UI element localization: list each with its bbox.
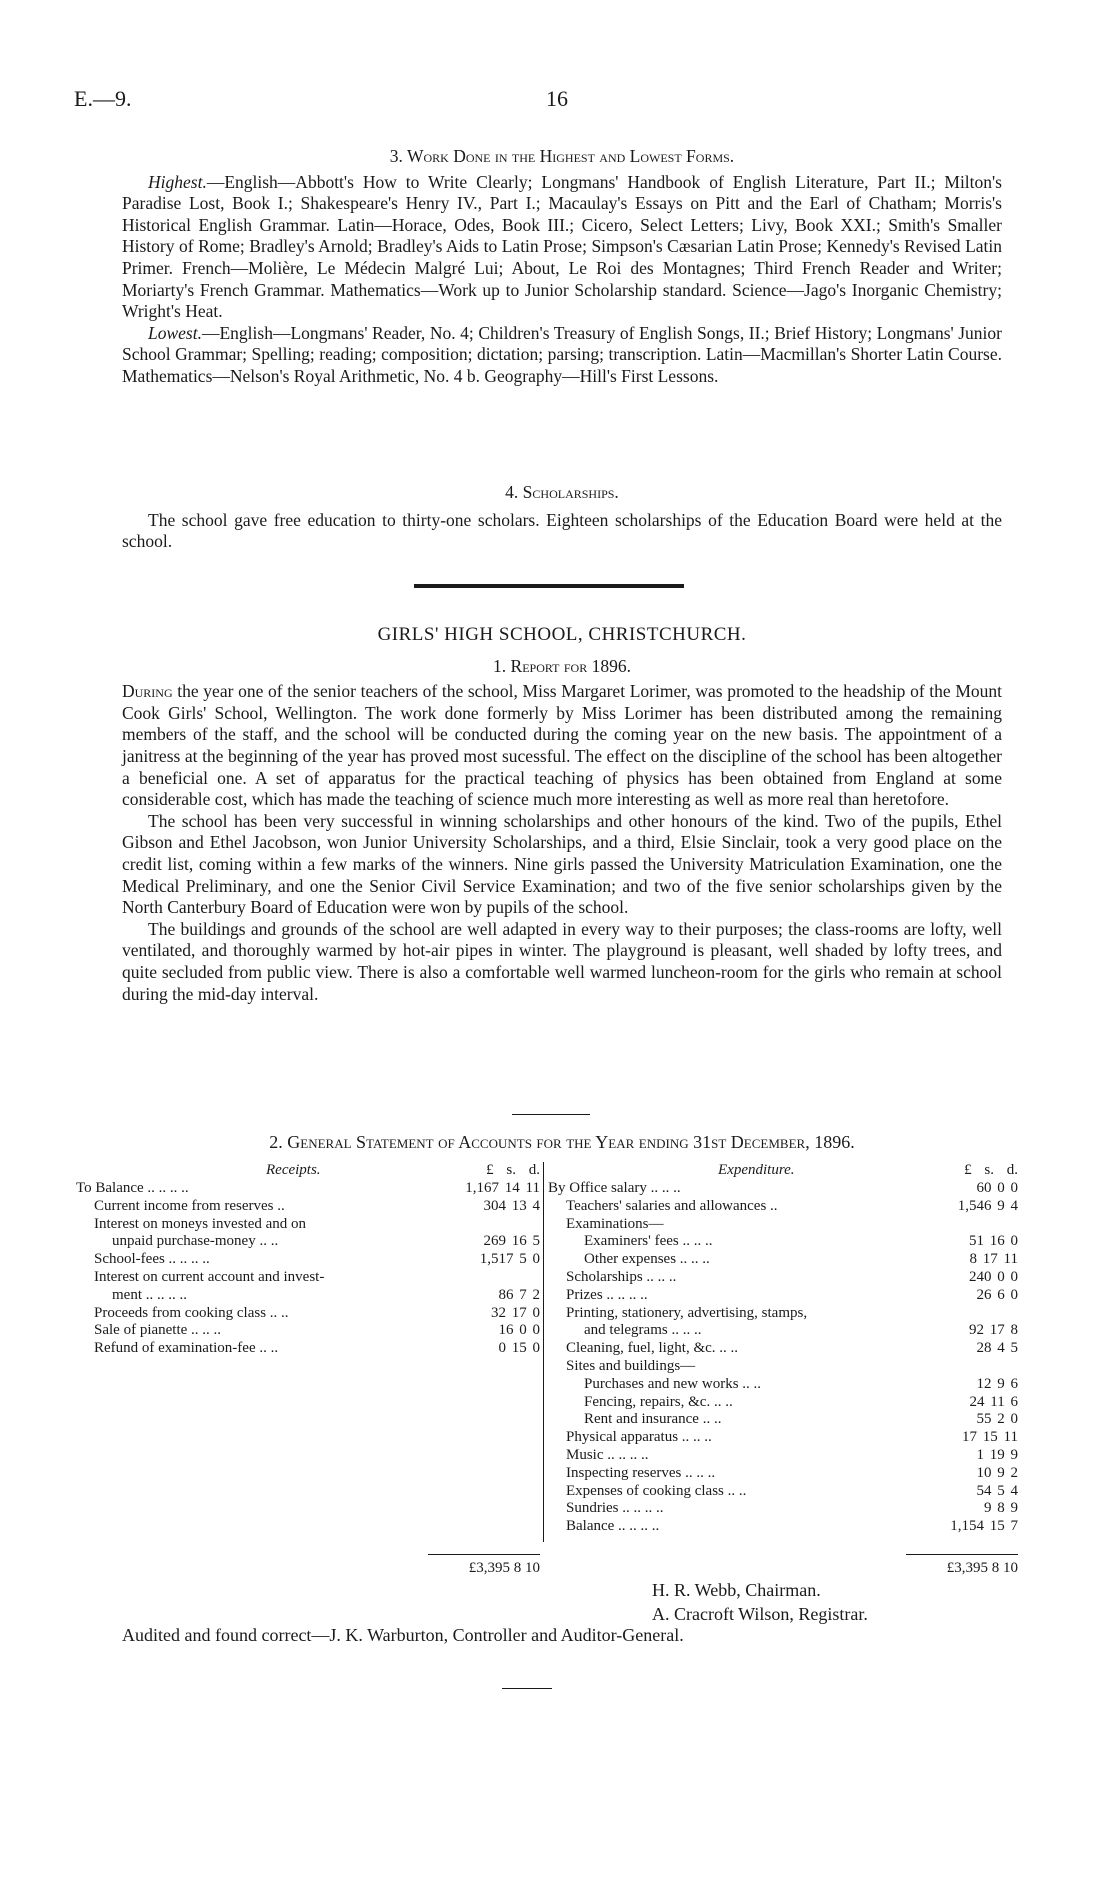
receipts-item-amount: 32 17 0 [491,1304,540,1321]
expenditure-item-label: Music .. .. .. .. [566,1446,649,1463]
receipts-item-label: Refund of examination-fee .. .. [94,1340,279,1357]
receipts-row [76,1251,540,1269]
section-scholarships [122,482,1002,553]
paragraph-report-3: The buildings and grounds of the school are well adapted in every way to their purposes; the class-rooms are lofty, well ventilated, and thoroughly warmed by hot-air pipes in winter. The playground is pleasant, well shaded by lofty trees, and quite secluded from public view. There is also a comfortable well warmed luncheon-room for the girls who remain at school during the mid-day interval. [122,918,1002,1004]
expenditure-item-label: Expenses of cooking class .. .. [566,1482,747,1499]
receipts-item-label: Interest on current account and invest- [94,1268,325,1285]
expenditure-item-amount: 1 19 9 [976,1446,1018,1463]
expenditure-total: £3,395 8 10 [946,1560,1018,1576]
expenditure-row [548,1394,1018,1412]
expenditure-item-label: and telegrams .. .. .. [584,1322,702,1339]
page-header [74,86,1040,116]
expenditure-header [548,1162,1018,1180]
receipts-row [76,1180,540,1198]
expenditure-item-amount: 10 9 2 [976,1464,1018,1481]
expenditure-item-label: Examiners' fees .. .. .. [584,1233,713,1250]
page-number: 16 [546,86,568,111]
section-girls-high-school [122,624,1002,1005]
expenditure-row [548,1500,1018,1518]
receipts-row [76,1269,540,1287]
receipts-item-amount: 0 15 0 [498,1340,540,1357]
receipts-row [76,1198,540,1216]
expenditure-row [548,1447,1018,1465]
expenditure-item-label: Cleaning, fuel, light, &c. .. .. [566,1340,739,1357]
expenditure-item-amount: 28 4 5 [976,1340,1018,1357]
receipts-item-amount: 269 16 5 [483,1233,540,1250]
accounts-title: 2. General Statement of Accounts for the Year ending 31st December, 1896. [269,1132,855,1152]
expenditure-row [548,1340,1018,1358]
expenditure-row [548,1376,1018,1394]
expenditure-item-amount: 60 0 0 [976,1180,1018,1196]
receipts-row [76,1305,540,1323]
expenditure-row [548,1429,1018,1447]
report-title: 1. Report for 1896. [493,655,631,676]
chairman-signature: H. R. Webb, Chairman. [652,1580,821,1600]
receipts-row [76,1216,540,1234]
section-title-scholarships: 4. Scholarships. [505,482,619,502]
expenditure-item-label: Scholarships .. .. .. [566,1268,677,1285]
lowest-text: —English—Longmans' Reader, No. 4; Children's Treasury of English Songs, II.; Brief History; Longmans' Junior School Grammar; Spelling; reading; composition; dictation; parsing; transcription. Latin—Macmillan's Shorter Latin Course. Mathematics—Nelson's Royal Arithmetic, No. 4 b. Geography—Hill's First Lessons. [122,322,1002,386]
paragraph-highest-form [122,172,1002,323]
expenditure-row [548,1358,1018,1376]
receipts-item-label: School-fees .. .. .. .. [94,1251,210,1268]
school-title: GIRLS' HIGH SCHOOL, CHRISTCHURCH. [377,624,747,645]
expenditure-row [548,1411,1018,1429]
receipts-column [76,1162,540,1576]
report-1-text: the year one of the senior teachers of the school, Miss Margaret Lorimer, was promoted to the headship of the Mount Cook Girls' School, Wellington. The work done formerly by Miss Lorimer has been distributed among the remaining members of the staff, and the school will be conducted during the coming year on the new basis. The appointment of a janitress at the beginning of the year has proved most sucessful. The effect on the discipline of the school has been altogether a beneficial one. A set of apparatus for the practical teaching of physics has been obtained from England at some considerable cost, which has made the teaching of science much more interesting as well as more real than heretofore. [122,681,1002,810]
expenditure-item-label: Sites and buildings— [566,1357,696,1374]
short-divider [512,1114,590,1115]
expenditure-column [548,1162,1018,1576]
expenditure-item-amount: 55 2 0 [976,1411,1018,1428]
expenditure-row [548,1180,1018,1198]
expenditure-item-label: Sundries .. .. .. .. [566,1500,664,1517]
receipts-heading: Receipts. [266,1162,321,1178]
receipts-total-rule [428,1554,540,1555]
section-divider [414,584,684,588]
expenditure-item-label: By Office salary .. .. .. [548,1180,681,1196]
paragraph-lowest-form [122,323,1002,388]
parliamentary-paper-ref: E.—9. [74,86,132,111]
receipts-item-label: unpaid purchase-money .. .. [112,1233,279,1250]
expenditure-item-amount: 51 16 0 [969,1233,1018,1250]
expenditure-item-amount: 12 9 6 [976,1375,1018,1392]
receipts-item-amount: 1,167 14 11 [465,1180,540,1196]
receipts-item-amount: 1,517 5 0 [479,1251,540,1268]
expenditure-item-label: Other expenses .. .. .. [584,1251,710,1268]
expenditure-item-amount: 26 6 0 [976,1286,1018,1303]
expenditure-item-label: Examinations— [566,1215,664,1232]
expenditure-item-amount: 9 8 9 [984,1500,1018,1517]
expenditure-item-label: Printing, stationery, advertising, stamps, [566,1304,808,1321]
receipts-row [76,1233,540,1251]
highest-label: Highest. [148,171,207,192]
expenditure-row [548,1305,1018,1323]
expenditure-total-rule [906,1554,1018,1555]
paragraph-scholarships: The school gave free education to thirty-one scholars. Eighteen scholarships of the Education Board were held at the school. [122,509,1002,552]
expenditure-item-amount: 8 17 11 [969,1251,1018,1268]
expenditure-item-amount: 240 0 0 [969,1268,1018,1285]
receipts-item-label: ment .. .. .. .. [112,1286,187,1303]
expenditure-row [548,1465,1018,1483]
expenditure-units: £ s. d. [964,1162,1018,1178]
signature-block [652,1578,868,1626]
expenditure-item-label: Rent and insurance .. .. [584,1411,722,1428]
receipts-rows [76,1180,540,1358]
expenditure-heading: Expenditure. [718,1162,795,1178]
receipts-item-label: Proceeds from cooking class .. .. [94,1304,289,1321]
expenditure-item-amount: 92 17 8 [969,1322,1018,1339]
paragraph-report-2: The school has been very successful in winning scholarships and other honours of the kind. Two of the pupils, Ethel Gibson and Ethel Jacobson, won Junior University Scholarships, and a third, Elsie Sinclair, took a very good place on the credit list, coming within a few marks of the winners. Nine girls passed the University Matriculation Examination, one the Medical Preliminary, and one the Senior Civil Service Examination; and two of the five senior scholarships given by the North Canterbury Board of Education were won by pupils of the school. [122,810,1002,918]
receipts-item-amount: 304 13 4 [483,1197,540,1214]
section-title-work-done: 3. Work Done in the Highest and Lowest Forms. [389,146,735,166]
expenditure-row [548,1518,1018,1536]
receipts-total: £3,395 8 10 [468,1560,540,1576]
receipts-item-label: Interest on moneys invested and on [94,1215,307,1232]
expenditure-item-label: Inspecting reserves .. .. .. [566,1464,716,1481]
receipts-item-label: To Balance .. .. .. .. [76,1180,189,1196]
expenditure-item-label: Prizes .. .. .. .. [566,1286,648,1303]
receipts-item-amount: 86 7 2 [498,1286,540,1303]
expenditure-row [548,1269,1018,1287]
expenditure-rows [548,1180,1018,1536]
receipts-units: £ s. d. [486,1162,540,1178]
expenditure-item-amount: 54 5 4 [976,1482,1018,1499]
expenditure-row [548,1233,1018,1251]
expenditure-item-label: Balance .. .. .. .. [566,1518,660,1535]
receipts-row [76,1287,540,1305]
expenditure-item-label: Physical apparatus .. .. .. [566,1429,712,1446]
expenditure-item-amount: 1,154 15 7 [950,1518,1018,1535]
receipts-item-label: Sale of pianette .. .. .. [94,1322,222,1339]
lead-word: During [122,681,173,702]
expenditure-row [548,1287,1018,1305]
receipts-header [76,1162,540,1180]
receipts-row [76,1322,540,1340]
expenditure-row [548,1198,1018,1216]
audit-statement: Audited and found correct—J. K. Warburton, Controller and Auditor-General. [122,1625,684,1645]
expenditure-row [548,1483,1018,1501]
highest-text: —English—Abbott's How to Write Clearly; Longmans' Handbook of English Literature, Part II.; Milton's Paradise Lost, Book I.; Shakespeare's Henry IV., Part I.; Macaulay's Essays on Pitt and the Earl of Chatham; Morris's Historical English Grammar. Latin—Horace, Odes, Book III.; Cicero, Select Letters; Livy, Book XXI.; Smith's Smaller History of Rome; Bradley's Arnold; Bradley's Aids to Latin Prose; Simpson's Cæsarian Latin Prose; Kennedy's Revised Latin Primer. French—Molière, Le Médecin Malgré Lui; About, Le Roi des Montagnes; Third French Reader and Writer; Moriarty's French Grammar. Mathematics—Work up to Junior Scholarship standard. Science—Jago's Inorganic Chemistry; Wright's Heat. [122,171,1002,322]
receipts-row [76,1340,540,1358]
end-divider [502,1688,552,1689]
expenditure-row [548,1251,1018,1269]
expenditure-item-amount: 24 11 6 [969,1393,1018,1410]
expenditure-item-amount: 1,546 9 4 [957,1197,1018,1214]
expenditure-item-label: Teachers' salaries and allowances .. [566,1197,778,1214]
section-work-done [122,146,1002,388]
expenditure-item-label: Fencing, repairs, &c. .. .. [584,1393,733,1410]
expenditure-item-label: Purchases and new works .. .. [584,1375,762,1392]
registrar-signature: A. Cracroft Wilson, Registrar. [652,1604,868,1624]
expenditure-item-amount: 17 15 11 [962,1429,1018,1446]
paragraph-report-1 [122,681,1002,811]
expenditure-row [548,1322,1018,1340]
receipts-item-amount: 16 0 0 [498,1322,540,1339]
column-divider [543,1162,544,1542]
accounts-title-wrap [122,1132,1002,1154]
receipts-item-label: Current income from reserves .. [94,1197,285,1214]
expenditure-row [548,1216,1018,1234]
lowest-label: Lowest. [148,322,202,343]
